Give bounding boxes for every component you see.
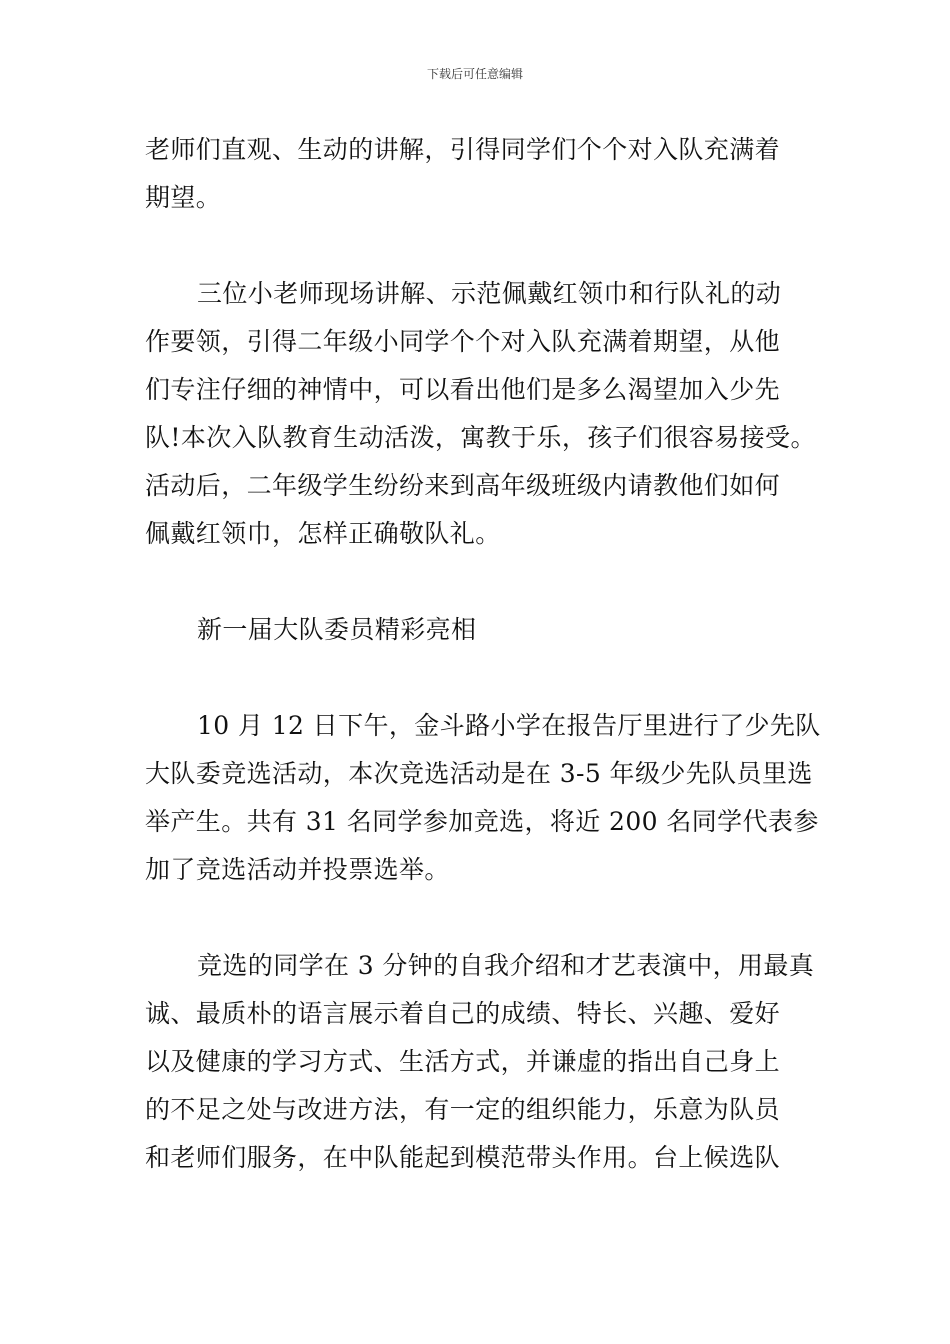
- text-line: 以及健康的学习方式、生活方式，并谦虚的指出自己身上: [145, 1047, 781, 1076]
- text-line: 的不足之处与改进方法，有一定的组织能力，乐意为队员: [145, 1095, 781, 1124]
- text-line: 老师们直观、生动的讲解，引得同学们个个对入队充满着: [145, 135, 781, 164]
- text-line: 三位小老师现场讲解、示范佩戴红领巾和行队礼的动: [197, 279, 782, 308]
- document-body: [145, 126, 825, 1182]
- paragraph-4: [145, 942, 825, 1182]
- text-line: 举产生。共有 31 名同学参加竞选，将近 200 名同学代表参: [145, 807, 819, 836]
- text-line: 新一届大队委员精彩亮相: [197, 615, 477, 644]
- text-line: 大队委竞选活动，本次竞选活动是在 3-5 年级少先队员里选: [145, 759, 813, 788]
- text-line: 竞选的同学在 3 分钟的自我介绍和才艺表演中，用最真: [197, 951, 815, 980]
- text-line: 们专注仔细的神情中，可以看出他们是多么渴望加入少先: [145, 375, 781, 404]
- text-line: 和老师们服务，在中队能起到模范带头作用。台上候选队: [145, 1143, 781, 1172]
- paragraph-2: [145, 270, 825, 558]
- section-heading: [145, 606, 825, 654]
- text-line: 队!本次入队教育生动活泼，寓教于乐，孩子们很容易接受。: [145, 423, 816, 452]
- text-line: 加了竞选活动并投票选举。: [145, 855, 450, 884]
- paragraph-1: [145, 126, 825, 222]
- text-line: 期望。: [145, 183, 222, 212]
- text-line: 佩戴红领巾，怎样正确敬队礼。: [145, 519, 501, 548]
- text-line: 诚、最质朴的语言展示着自己的成绩、特长、兴趣、爱好: [145, 999, 781, 1028]
- text-line: 活动后，二年级学生纷纷来到高年级班级内请教他们如何: [145, 471, 781, 500]
- page-header: 下载后可任意编辑: [426, 67, 523, 81]
- text-line: 作要领，引得二年级小同学个个对入队充满着期望，从他: [145, 327, 781, 356]
- paragraph-3: [145, 702, 825, 894]
- text-line: 10 月 12 日下午，金斗路小学在报告厅里进行了少先队: [197, 711, 821, 740]
